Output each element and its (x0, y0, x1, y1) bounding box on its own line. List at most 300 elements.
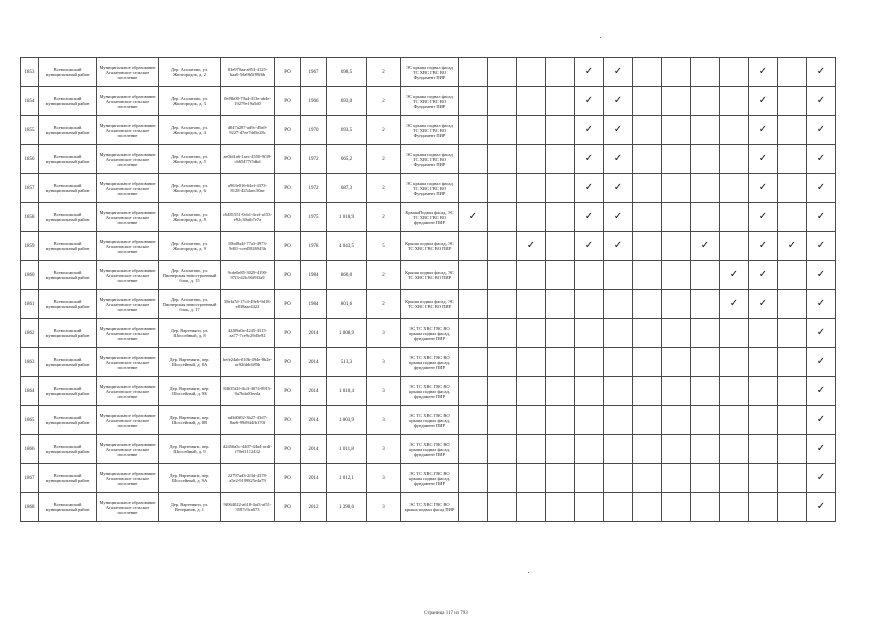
check-mark-icon: ✓ (807, 232, 836, 261)
work-cell-empty (633, 348, 662, 377)
work-cell-empty (517, 58, 546, 87)
work-cell-empty (575, 464, 604, 493)
work-cell-empty (459, 145, 488, 174)
guid-cell: 83e979aa-a853-4125-baa6-5da9b5f89f6b (221, 58, 275, 87)
work-cell-empty (662, 348, 691, 377)
check-mark-icon: ✓ (749, 203, 778, 232)
area-cell: 801,6 (327, 290, 367, 319)
address-cell: Дер. Вартемяги, пер. Шоссейный, д. 8Б (159, 377, 221, 406)
work-cell-empty (459, 464, 488, 493)
row-number: 1859 (21, 232, 39, 261)
address-cell: Дер. Вартемяги, пер. Шоссейный, д. 9 (159, 435, 221, 464)
check-mark-icon: ✓ (807, 377, 836, 406)
address-cell: Дер. Агалатово, ул. Жилгородок, д. 5 (159, 145, 221, 174)
type-cell: РО (275, 203, 301, 232)
floors-cell: 2 (367, 145, 401, 174)
district-cell: Всеволожский муниципальный район (39, 232, 97, 261)
works-cell: КрышаПодвал фасад, ЭС ТС ХВС ГВС ВО фундамент ПИР (401, 203, 459, 232)
work-cell-empty (691, 174, 720, 203)
check-mark-icon: ✓ (604, 87, 633, 116)
work-cell-empty (691, 116, 720, 145)
work-cell-empty (778, 348, 807, 377)
municipality-cell: Муниципальное образование Агалатовское сельское поселение (97, 58, 159, 87)
row-number: 1860 (21, 261, 39, 290)
work-cell-empty (604, 377, 633, 406)
work-cell-empty (546, 406, 575, 435)
address-cell: Дер. Вартемяги, пер. Шоссейный, д. 9А (159, 464, 221, 493)
works-cell: ЭС ТС ХВС ГВС ВО крыша подвал фасад, фундамент ПИР (401, 348, 459, 377)
address-cell: Дер. Вартемяги, пер. Шоссейный, д. 8А (159, 348, 221, 377)
work-cell-empty (662, 435, 691, 464)
floors-cell: 5 (367, 232, 401, 261)
work-cell-empty (546, 203, 575, 232)
year-cell: 1984 (301, 261, 327, 290)
year-cell: 2014 (301, 435, 327, 464)
check-mark-icon: ✓ (807, 261, 836, 290)
check-mark-icon: ✓ (575, 232, 604, 261)
row-number: 1855 (21, 116, 39, 145)
check-mark-icon: ✓ (575, 145, 604, 174)
work-cell-empty (546, 348, 575, 377)
work-cell-empty (517, 290, 546, 319)
check-mark-icon: ✓ (749, 87, 778, 116)
work-cell-empty (749, 435, 778, 464)
guid-cell: 9cde0e85-3029-4190-97f3-d2fc96f9f3a9 (221, 261, 275, 290)
year-cell: 1975 (301, 203, 327, 232)
work-cell-empty (691, 435, 720, 464)
work-cell-empty (691, 348, 720, 377)
district-cell: Всеволожский муниципальный район (39, 464, 97, 493)
work-cell-empty (778, 87, 807, 116)
year-cell: 1967 (301, 58, 327, 87)
floors-cell: 3 (367, 464, 401, 493)
work-cell-empty (488, 261, 517, 290)
check-mark-icon: ✓ (459, 203, 488, 232)
type-cell: РО (275, 348, 301, 377)
floors-cell: 3 (367, 435, 401, 464)
page-footer: Страница 117 из 793 (424, 611, 468, 616)
work-cell-empty (575, 290, 604, 319)
row-number: 1862 (21, 319, 39, 348)
work-cell-empty (517, 319, 546, 348)
municipality-cell: Муниципальное образование Агалатовское сельское поселение (97, 319, 159, 348)
guid-cell: 0ef9b00-79a4-413e-ab4e-19279e19a5d0 (221, 87, 275, 116)
address-cell: Дер. Агалатово, ул. Жилгородок, д. 6 (159, 174, 221, 203)
works-cell: Крыша подвал фасад, ЭС ТС ХВС ГВС ВО ПИР (401, 261, 459, 290)
work-cell-empty (778, 145, 807, 174)
work-cell-empty (488, 290, 517, 319)
works-cell: ЭС крыша подвал фасад ТС ХВС ГВС ВО Фундамент ПИР (401, 145, 459, 174)
check-mark-icon: ✓ (720, 290, 749, 319)
work-cell-empty (749, 348, 778, 377)
work-cell-empty (488, 435, 517, 464)
year-cell: 1978 (301, 232, 327, 261)
work-cell-empty (488, 203, 517, 232)
municipality-cell: Муниципальное образование Агалатовское сельское поселение (97, 348, 159, 377)
work-cell-empty (488, 406, 517, 435)
address-cell: Дер. Вартемяги, ул. Ветеранов, д. 1 (159, 493, 221, 522)
check-mark-icon: ✓ (575, 174, 604, 203)
work-cell-empty (575, 493, 604, 522)
work-cell-empty (720, 203, 749, 232)
check-mark-icon: ✓ (749, 58, 778, 87)
municipality-cell: Муниципальное образование Агалатовское сельское поселение (97, 464, 159, 493)
work-cell-empty (778, 261, 807, 290)
guid-cell: 10bd9a4f-77a3-4973-9d01-cced5826943b (221, 232, 275, 261)
district-cell: Всеволожский муниципальный район (39, 87, 97, 116)
municipality-cell: Муниципальное образование Агалатовское сельское поселение (97, 406, 159, 435)
work-cell-empty (459, 58, 488, 87)
work-cell-empty (778, 290, 807, 319)
row-number: 1857 (21, 174, 39, 203)
type-cell: РО (275, 232, 301, 261)
work-cell-empty (749, 319, 778, 348)
check-mark-icon: ✓ (749, 145, 778, 174)
work-cell-empty (662, 464, 691, 493)
work-cell-empty (662, 116, 691, 145)
table-row (21, 493, 836, 522)
table-row (21, 116, 836, 145)
work-cell-empty (633, 203, 662, 232)
work-cell-empty (633, 406, 662, 435)
floors-cell: 2 (367, 203, 401, 232)
table-row (21, 319, 836, 348)
work-cell-empty (488, 87, 517, 116)
floors-cell: 3 (367, 493, 401, 522)
work-cell-empty (633, 290, 662, 319)
work-cell-empty (604, 319, 633, 348)
floors-cell: 2 (367, 58, 401, 87)
work-cell-empty (749, 377, 778, 406)
work-cell-empty (720, 145, 749, 174)
work-cell-empty (459, 261, 488, 290)
district-cell: Всеволожский муниципальный район (39, 493, 97, 522)
work-cell-empty (691, 377, 720, 406)
work-cell-empty (778, 203, 807, 232)
check-mark-icon: ✓ (749, 261, 778, 290)
work-cell-empty (488, 464, 517, 493)
work-cell-empty (633, 58, 662, 87)
work-cell-empty (604, 493, 633, 522)
work-cell-empty (546, 58, 575, 87)
year-cell: 2014 (301, 348, 327, 377)
work-cell-empty (575, 261, 604, 290)
work-cell-empty (459, 348, 488, 377)
type-cell: РО (275, 406, 301, 435)
district-cell: Всеволожский муниципальный район (39, 435, 97, 464)
work-cell-empty (459, 435, 488, 464)
work-cell-empty (691, 203, 720, 232)
district-cell: Всеволожский муниципальный район (39, 203, 97, 232)
work-cell-empty (459, 87, 488, 116)
type-cell: РО (275, 319, 301, 348)
type-cell: РО (275, 116, 301, 145)
year-cell: 1966 (301, 87, 327, 116)
work-cell-empty (662, 290, 691, 319)
work-cell-empty (546, 435, 575, 464)
work-cell-empty (459, 493, 488, 522)
table-row (21, 464, 836, 493)
guid-cell: 9f064022-a618-4af3-af51-3587c9ca073 (221, 493, 275, 522)
check-mark-icon: ✓ (604, 58, 633, 87)
type-cell: РО (275, 493, 301, 522)
district-cell: Всеволожский муниципальный район (39, 348, 97, 377)
work-cell-empty (691, 493, 720, 522)
floors-cell: 3 (367, 377, 401, 406)
municipality-cell: Муниципальное образование Агалатовское сельское поселение (97, 174, 159, 203)
check-mark-icon: ✓ (575, 116, 604, 145)
area-cell: 687,3 (327, 174, 367, 203)
address-cell: Дер. Агалатово, ул. Пионерская новостроенный блок, д. 17 (159, 290, 221, 319)
check-mark-icon: ✓ (807, 116, 836, 145)
work-cell-empty (720, 406, 749, 435)
work-cell-empty (662, 377, 691, 406)
work-cell-empty (720, 464, 749, 493)
works-cell: ЭС ТС ХВС ГВС ВО крыша подвал фасад, фундамент ПИР (401, 464, 459, 493)
work-cell-empty (691, 464, 720, 493)
municipality-cell: Муниципальное образование Агалатовское сельское поселение (97, 435, 159, 464)
area-cell: 1 012,1 (327, 464, 367, 493)
work-cell-empty (488, 174, 517, 203)
type-cell: РО (275, 290, 301, 319)
work-cell-empty (517, 87, 546, 116)
district-cell: Всеволожский муниципальный район (39, 58, 97, 87)
type-cell: РО (275, 464, 301, 493)
work-cell-empty (575, 435, 604, 464)
work-cell-empty (720, 87, 749, 116)
check-mark-icon: ✓ (807, 145, 836, 174)
area-cell: 1 011,8 (327, 435, 367, 464)
work-cell-empty (546, 290, 575, 319)
work-cell-empty (633, 87, 662, 116)
row-number: 1861 (21, 290, 39, 319)
area-cell: 1 018,9 (327, 203, 367, 232)
guid-cell: c6481551-0cb1-4cef-a153-e92c30afb7e7a (221, 203, 275, 232)
works-cell: ЭС ТС ХВС ГВС ВО крыша подвал фасад, фундамент ПИР (401, 377, 459, 406)
work-cell-empty (778, 406, 807, 435)
floors-cell: 2 (367, 261, 401, 290)
year-cell: 2014 (301, 377, 327, 406)
work-cell-empty (633, 174, 662, 203)
work-cell-empty (778, 116, 807, 145)
work-cell-empty (691, 290, 720, 319)
row-number: 1864 (21, 377, 39, 406)
work-cell-empty (778, 58, 807, 87)
type-cell: РО (275, 145, 301, 174)
municipality-cell: Муниципальное образование Агалатовское сельское поселение (97, 261, 159, 290)
check-mark-icon: ✓ (691, 232, 720, 261)
work-cell-empty (604, 464, 633, 493)
area-cell: 1 008,9 (327, 319, 367, 348)
row-number: 1863 (21, 348, 39, 377)
work-cell-empty (691, 145, 720, 174)
work-cell-empty (633, 493, 662, 522)
address-cell: Дер. Агалатово, ул. Жилгородок, д. 2 (159, 58, 221, 87)
work-cell-empty (488, 377, 517, 406)
table-row (21, 261, 836, 290)
district-cell: Всеволожский муниципальный район (39, 377, 97, 406)
work-cell-empty (633, 116, 662, 145)
check-mark-icon: ✓ (807, 58, 836, 87)
table-row (21, 377, 836, 406)
address-cell: Дер. Агалатово, ул. Жилгородок, д. 4 (159, 116, 221, 145)
year-cell: 1984 (301, 290, 327, 319)
work-cell-empty (459, 290, 488, 319)
work-cell-empty (517, 377, 546, 406)
work-cell-empty (546, 116, 575, 145)
scan-speck (600, 37, 601, 38)
guid-cell: d2456a5c-4407-44a4-acdf-f70ef1112432 (221, 435, 275, 464)
district-cell: Всеволожский муниципальный район (39, 406, 97, 435)
works-cell: ЭС крыша подвал фасад ТС ХВС ГВС ВО Фундамент ПИР (401, 87, 459, 116)
table-row (21, 435, 836, 464)
work-cell-empty (604, 406, 633, 435)
work-cell-empty (575, 348, 604, 377)
municipality-cell: Муниципальное образование Агалатовское сельское поселение (97, 116, 159, 145)
type-cell: РО (275, 174, 301, 203)
work-cell-empty (517, 174, 546, 203)
housing-register-table (20, 57, 836, 522)
work-cell-empty (662, 319, 691, 348)
district-cell: Всеволожский муниципальный район (39, 145, 97, 174)
work-cell-empty (546, 87, 575, 116)
works-cell: ЭС ТС ХВС ГВС ВО крыша подвал фасад ПИР (401, 493, 459, 522)
work-cell-empty (633, 435, 662, 464)
work-cell-empty (517, 145, 546, 174)
year-cell: 2014 (301, 406, 327, 435)
work-cell-empty (691, 58, 720, 87)
district-cell: Всеволожский муниципальный район (39, 319, 97, 348)
address-cell: Дер. Вартемяги, пер. Шоссейный, д. 8В (159, 406, 221, 435)
work-cell-empty (720, 493, 749, 522)
work-cell-empty (517, 261, 546, 290)
type-cell: РО (275, 435, 301, 464)
municipality-cell: Муниципальное образование Агалатовское сельское поселение (97, 493, 159, 522)
check-mark-icon: ✓ (807, 174, 836, 203)
area-cell: 1 010,4 (327, 377, 367, 406)
area-cell: 513,3 (327, 348, 367, 377)
work-cell-empty (662, 493, 691, 522)
check-mark-icon: ✓ (749, 116, 778, 145)
work-cell-empty (604, 435, 633, 464)
floors-cell: 2 (367, 87, 401, 116)
guid-cell: 42f09a0a-4245-4315-aa77-7ce9c29d5e92 (221, 319, 275, 348)
address-cell: Дер. Агалатово, ул. Жилгородок, д. 9 (159, 232, 221, 261)
work-cell-empty (488, 145, 517, 174)
check-mark-icon: ✓ (575, 203, 604, 232)
check-mark-icon: ✓ (807, 435, 836, 464)
area-cell: 665,2 (327, 145, 367, 174)
work-cell-empty (633, 261, 662, 290)
work-cell-empty (662, 203, 691, 232)
work-cell-empty (604, 348, 633, 377)
work-cell-empty (517, 493, 546, 522)
works-cell: ЭС ТС ХВС ГВС ВО крыша подвал фасад, фундамент ПИР (401, 435, 459, 464)
check-mark-icon: ✓ (517, 232, 546, 261)
work-cell-empty (662, 261, 691, 290)
work-cell-empty (633, 319, 662, 348)
work-cell-empty (778, 377, 807, 406)
check-mark-icon: ✓ (807, 203, 836, 232)
row-number: 1866 (21, 435, 39, 464)
table-row (21, 203, 836, 232)
municipality-cell: Муниципальное образование Агалатовское сельское поселение (97, 377, 159, 406)
work-cell-empty (749, 493, 778, 522)
work-cell-empty (691, 319, 720, 348)
work-cell-empty (604, 261, 633, 290)
work-cell-empty (691, 87, 720, 116)
row-number: 1867 (21, 464, 39, 493)
row-number: 1858 (21, 203, 39, 232)
address-cell: Дер. Агалатово, ул. Жилгородок, д. 3 (159, 87, 221, 116)
work-cell-empty (488, 232, 517, 261)
work-cell-empty (720, 58, 749, 87)
work-cell-empty (720, 377, 749, 406)
table-row (21, 406, 836, 435)
guid-cell: d047a287-ad9c-49a9-9227-d7ee7dd5e28c (221, 116, 275, 145)
work-cell-empty (546, 493, 575, 522)
table-row (21, 174, 836, 203)
work-cell-empty (778, 493, 807, 522)
work-cell-empty (778, 174, 807, 203)
type-cell: РО (275, 377, 301, 406)
address-cell: Дер. Вартемяги, ул. Шоссейный, д. 8 (159, 319, 221, 348)
area-cell: 693,0 (327, 87, 367, 116)
check-mark-icon: ✓ (604, 145, 633, 174)
row-number: 1868 (21, 493, 39, 522)
municipality-cell: Муниципальное образование Агалатовское сельское поселение (97, 203, 159, 232)
year-cell: 2014 (301, 464, 327, 493)
work-cell-empty (546, 232, 575, 261)
table-row (21, 348, 836, 377)
check-mark-icon: ✓ (604, 116, 633, 145)
work-cell-empty (546, 145, 575, 174)
work-cell-empty (546, 377, 575, 406)
row-number: 1854 (21, 87, 39, 116)
work-cell-empty (720, 319, 749, 348)
work-cell-empty (488, 348, 517, 377)
work-cell-empty (459, 116, 488, 145)
work-cell-empty (720, 348, 749, 377)
work-cell-empty (778, 435, 807, 464)
row-number: 1856 (21, 145, 39, 174)
work-cell-empty (488, 58, 517, 87)
table-row (21, 145, 836, 174)
guid-cell: ad3d0f02-3b27-43d7-8ae6-99d944fb170f (221, 406, 275, 435)
check-mark-icon: ✓ (807, 348, 836, 377)
work-cell-empty (604, 290, 633, 319)
check-mark-icon: ✓ (778, 232, 807, 261)
type-cell: РО (275, 87, 301, 116)
guid-cell: 22797ad3-2f3d-4378-a5e2-9199825e4a79 (221, 464, 275, 493)
works-cell: ЭС крыша подвал фасад ТС ХВС ГВС ВО Фундамент ПИР (401, 174, 459, 203)
district-cell: Всеволожский муниципальный район (39, 290, 97, 319)
row-number: 1853 (21, 58, 39, 87)
floors-cell: 2 (367, 174, 401, 203)
work-cell-empty (662, 87, 691, 116)
guid-cell: befe24ab-010b-494e-8b2e-ac92fddc685b (221, 348, 275, 377)
area-cell: 1 390,6 (327, 493, 367, 522)
guid-cell: a963e016-64ef-4373-8128-4254aec50ae (221, 174, 275, 203)
work-cell-empty (662, 174, 691, 203)
check-mark-icon: ✓ (807, 464, 836, 493)
area-cell: 4 043,5 (327, 232, 367, 261)
area-cell: 693,5 (327, 116, 367, 145)
work-cell-empty (633, 377, 662, 406)
work-cell-empty (459, 406, 488, 435)
work-cell-empty (720, 435, 749, 464)
work-cell-empty (749, 406, 778, 435)
